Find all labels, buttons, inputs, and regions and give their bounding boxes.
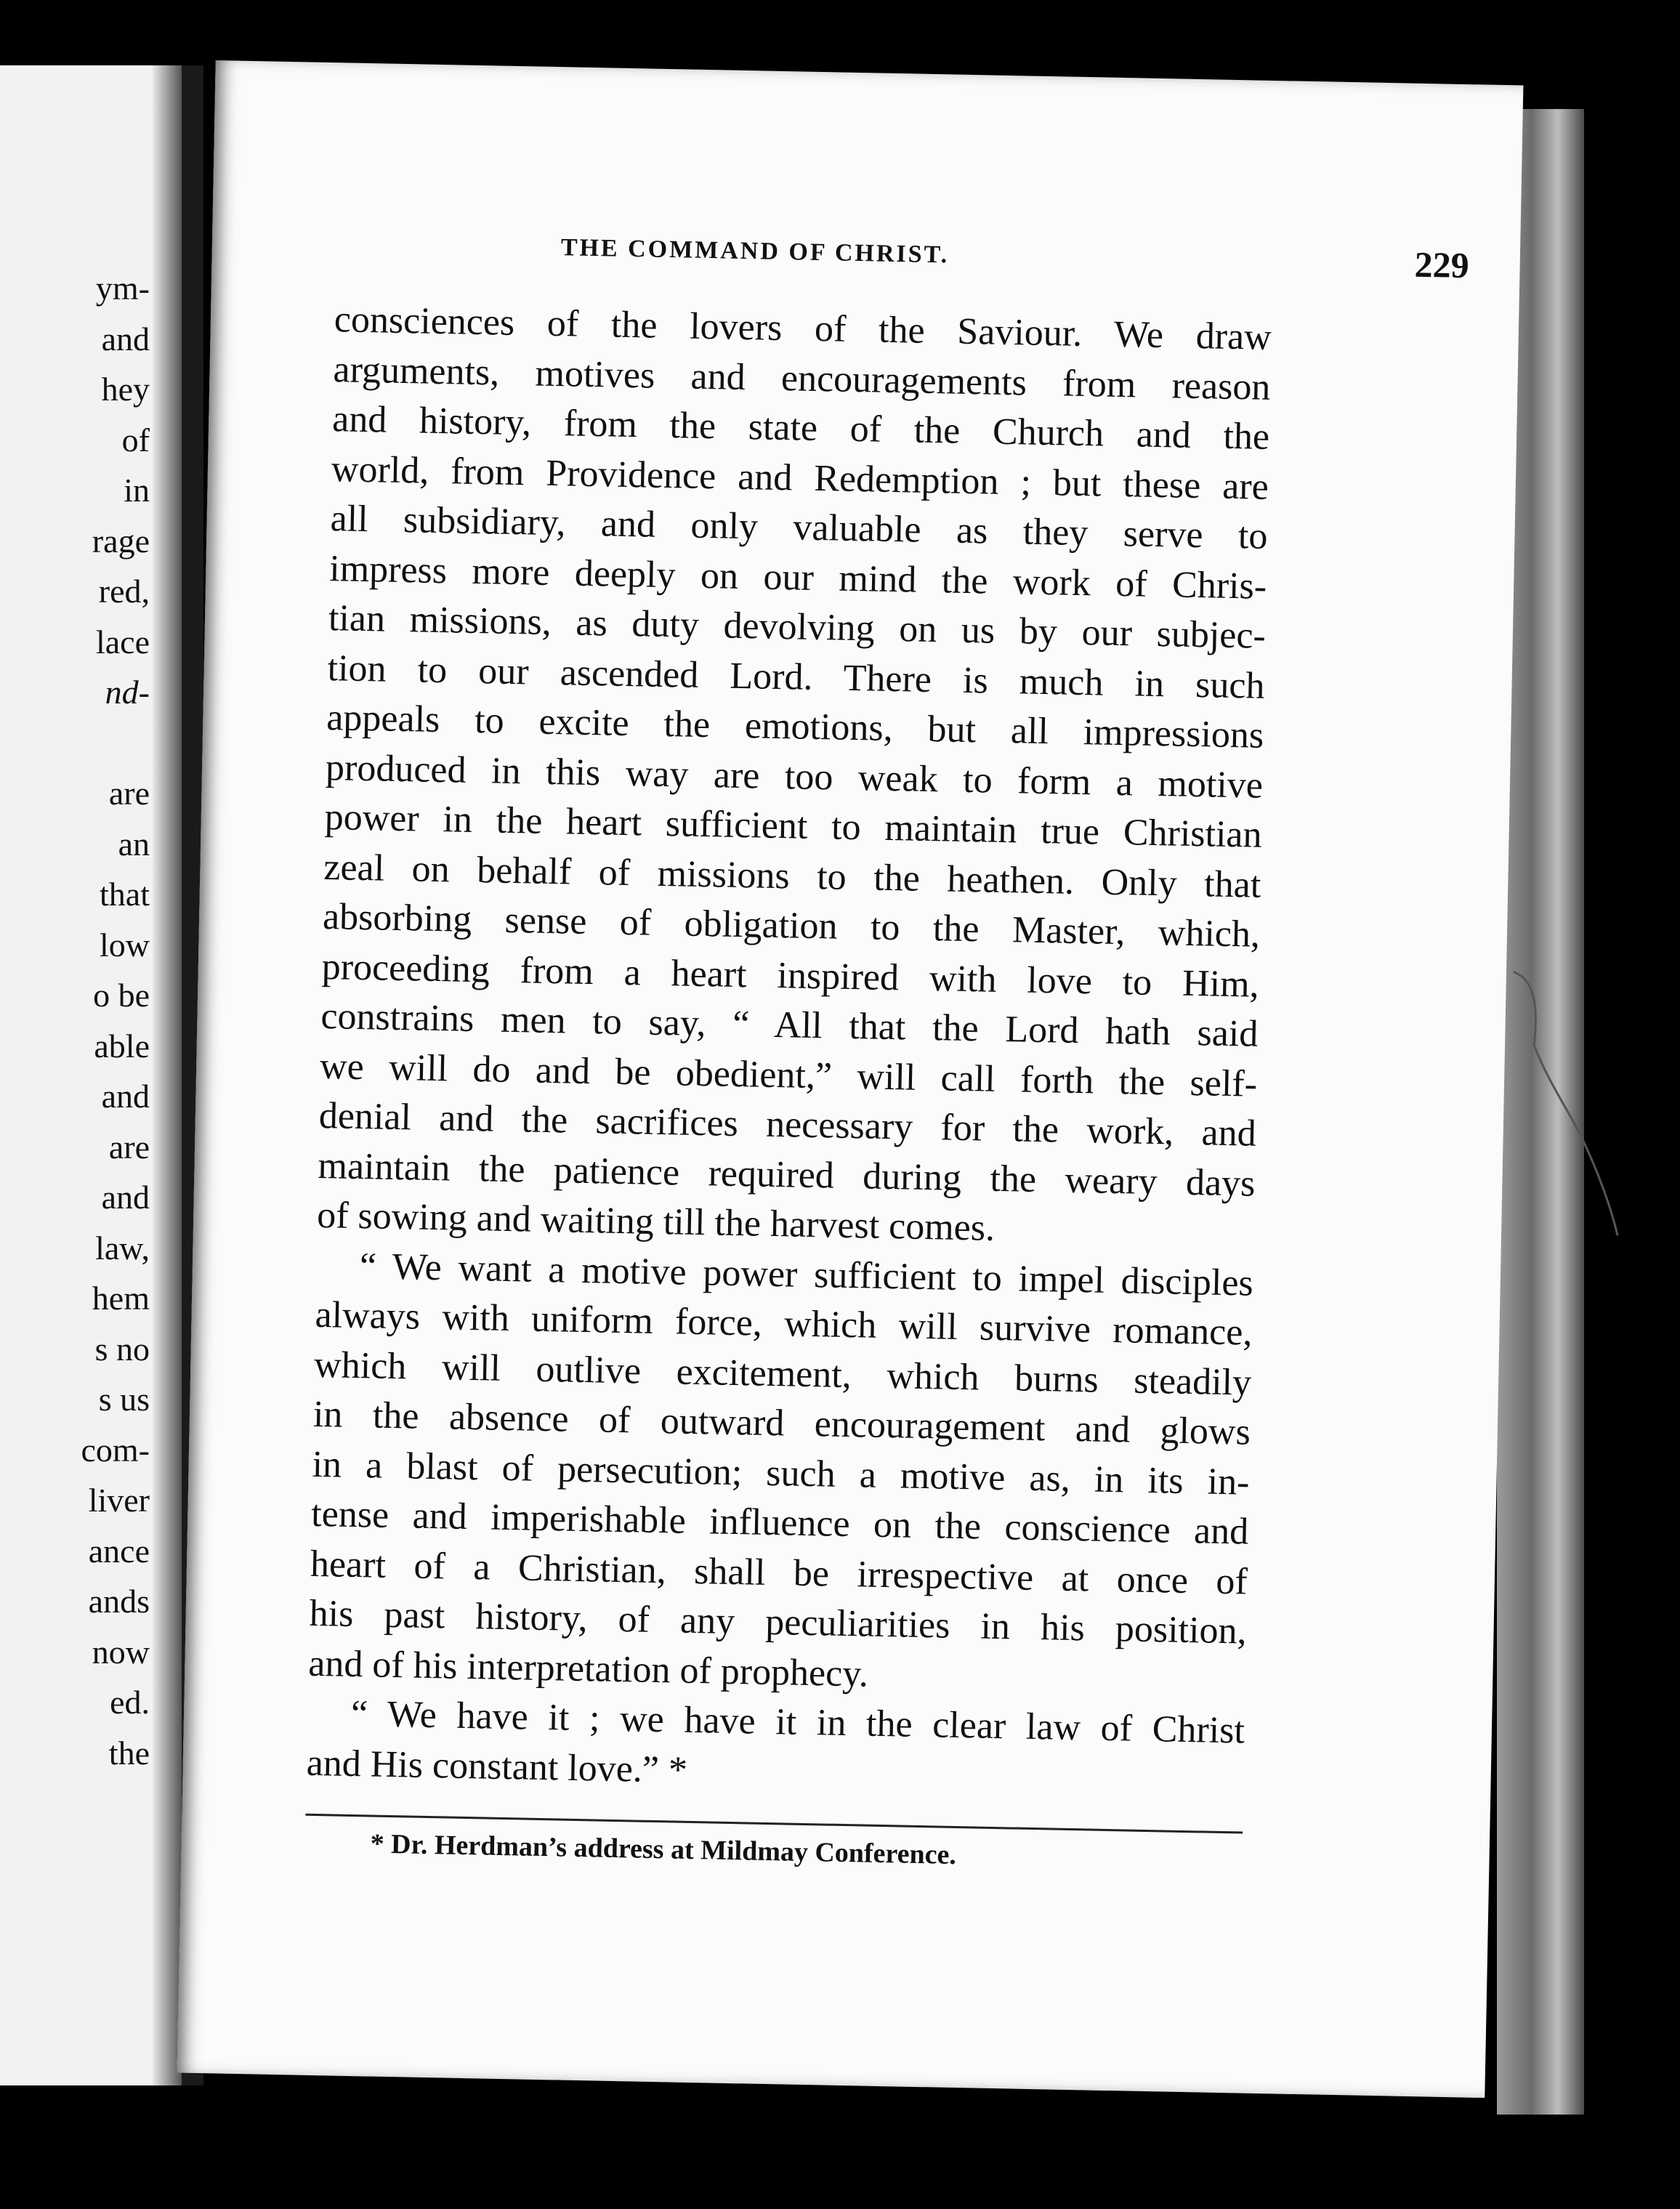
text-line: of sowing and waiting till the harvest comes. [316, 1194, 996, 1249]
text-line: maintain the patience required during the weary days [318, 1144, 1256, 1205]
left-page-fragment: hey [101, 371, 150, 408]
left-page-fragment: com- [81, 1431, 150, 1469]
text-line: tion to our ascended Lord. There is much in such [327, 647, 1266, 707]
main-page [177, 60, 1524, 2098]
text-line: in the absence of outward encouragement and glows [312, 1393, 1251, 1453]
left-page-fragment: that [100, 876, 150, 913]
text-line: heart of a Christian, shall be irrespective at once of [310, 1543, 1248, 1603]
left-page-fragment: the [108, 1734, 150, 1772]
text-line: and His constant love.” * [306, 1742, 688, 1791]
gutter-shadow [153, 65, 182, 2085]
text-line: power in the heart sufficient to maintain true Christian [324, 796, 1263, 856]
left-page-fragment: and [101, 1179, 150, 1216]
text-line: and history, from the state of the Church and the [331, 398, 1270, 458]
text-line: tense and imperishable influence on the conscience and [310, 1493, 1249, 1553]
left-page-fragment: ands [88, 1583, 150, 1620]
left-page-fragment: o be [93, 977, 150, 1014]
left-page-fragment: lace [95, 623, 150, 661]
footnote: * Dr. Herdman’s address at Mildmay Conference. [370, 1828, 957, 1870]
pencil-mark [1501, 964, 1637, 1243]
text-line: absorbing sense of obligation to the Master, which, [322, 896, 1261, 956]
left-page-fragment: rage [92, 522, 150, 560]
text-line: zeal on behalf of missions to the heathen. Only that [323, 846, 1261, 906]
left-page-fragment: law, [95, 1229, 150, 1267]
text-line: “ We have it ; we have it in the clear law of Christ [350, 1692, 1245, 1752]
text-line: and of his interpretation of prophecy. [307, 1642, 869, 1695]
left-page-fragment: nd- [105, 674, 150, 711]
text-line: all subsidiary, and only valuable as they serve to [330, 498, 1268, 557]
left-page-fragment: now [92, 1633, 150, 1671]
text-line: arguments, motives and encouragements from reason [333, 348, 1271, 408]
left-page-fragment: ym- [95, 270, 150, 307]
running-title: THE COMMAND OF CHRIST. [560, 234, 950, 269]
text-line: appeals to excite the emotions, but all impressions [326, 697, 1264, 756]
text-line: tian missions, as duty devolving on us by our subjec- [328, 597, 1267, 657]
text-line: we will do and be obedient,” will call forth the self- [319, 1045, 1258, 1105]
left-page-fragment: liver [88, 1482, 150, 1519]
left-page-fragment: are [108, 1128, 150, 1166]
left-page-fragment: ance [88, 1532, 150, 1570]
body-text [306, 295, 1272, 1806]
left-page-fragment: red, [98, 573, 150, 610]
text-line: which will outlive excitement, which burns steadily [313, 1344, 1252, 1404]
running-head [560, 234, 1470, 286]
left-page-fragment: hem [92, 1280, 150, 1317]
left-page-fragment: ed. [110, 1684, 150, 1721]
text-line: world, from Providence and Redemption ; but these are [331, 448, 1269, 508]
left-page-fragment: able [94, 1027, 150, 1065]
left-page-fragment: low [100, 926, 150, 964]
text-line: proceeding from a heart inspired with love to Him, [321, 945, 1260, 1006]
left-page [0, 65, 182, 2085]
text-line: denial and the sacrifices necessary for the work, and [318, 1094, 1257, 1155]
left-page-fragment: s no [94, 1330, 150, 1368]
text-line: always with uniform force, which will survive romance, [315, 1293, 1253, 1354]
left-page-fragment: and [101, 320, 150, 358]
text-line: “ We want a motive power sufficient to impel disciples [359, 1245, 1254, 1304]
left-page-fragment: are [108, 775, 150, 812]
page-number: 229 [1414, 243, 1470, 286]
left-page-fragment: s us [98, 1381, 150, 1418]
text-line: constrains men to say, “ All that the Lord hath said [320, 996, 1259, 1055]
left-page-fragment: and [101, 1078, 150, 1115]
left-page-fragment: an [118, 825, 150, 863]
left-page-fragment: of [121, 421, 150, 459]
text-line: consciences of the lovers of the Saviour. We draw [334, 299, 1272, 358]
text-line: his past history, of any peculiarities in his position, [309, 1592, 1248, 1652]
text-line: produced in this way are too weak to form a motive [325, 746, 1264, 807]
text-line: impress more deeply on our mind the work of Chris- [328, 547, 1267, 607]
left-page-fragment: in [124, 472, 150, 509]
text-line: in a blast of persecution; such a motive as, in its in- [312, 1443, 1251, 1503]
